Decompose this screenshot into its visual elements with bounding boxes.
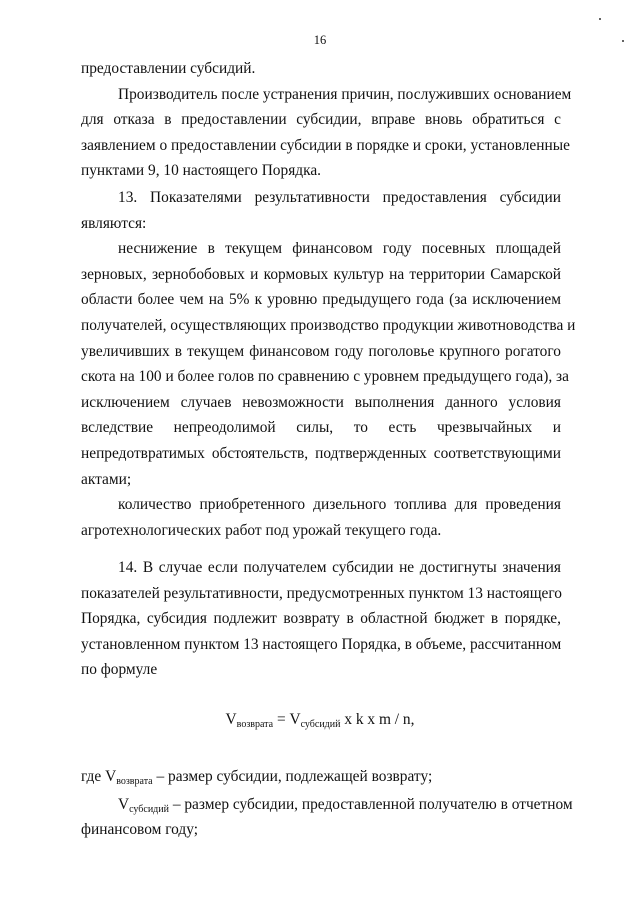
text-line: получателей, осуществляющих производство продукции животноводства и — [81, 316, 576, 334]
formula-variable: V — [225, 711, 237, 728]
text-line: скота на 100 и более голов по сравнению с уровнем предыдущего года), за — [81, 368, 569, 386]
formula-equals: = — [273, 711, 290, 728]
text-line: исключением случаев невозможности выполнения данного условия — [81, 393, 561, 411]
paragraph-item-13 — [81, 185, 576, 543]
text-line: финансовом году; — [81, 821, 198, 839]
page-number: 16 — [313, 33, 327, 47]
text-line: увеличивших в текущем финансовом году поголовье крупного рогатого — [81, 342, 561, 360]
text-line: по формуле — [81, 661, 158, 679]
text-line: 14. В случае если получателем субсидии не достигнуты значения — [118, 559, 561, 576]
formula-rest: x k x m / n, — [340, 711, 415, 728]
paragraph-item-14 — [81, 555, 561, 683]
text-line: актами; — [81, 470, 132, 488]
text-line: Производитель после устранения причин, послуживших основанием — [118, 85, 572, 103]
text-line: непредотвратимых обстоятельств, подтвержденных соответствующими — [81, 444, 561, 462]
text-line: области более чем на 5% к уровню предыдущего года (за исключением — [81, 291, 561, 309]
formula-subscript: субсидий — [300, 719, 341, 730]
definition-prefix: где — [81, 768, 106, 785]
text-line: пунктами 9, 10 настоящего Порядка. — [81, 162, 322, 180]
text-line: Порядка, субсидия подлежит возврату в областной бюджет в порядке, — [81, 610, 561, 628]
definition-v-return — [81, 764, 561, 790]
text-line: для отказа в предоставлении субсидии, вправе вновь обратиться с — [81, 111, 561, 129]
text-line: 13. Показателями результативности предоставления субсидии — [118, 189, 561, 206]
text-line: вследствие непреодолимой силы, то есть чрезвычайных и — [81, 419, 561, 437]
formula-subscript: субсидий — [129, 803, 169, 815]
text-line: заявлением о предоставлении субсидии в порядке и сроки, установленные — [81, 136, 570, 154]
text-line: количество приобретенного дизельного топлива для проведения — [118, 496, 561, 514]
text-line: показателей результативности, предусмотренных пунктом 13 настоящего — [81, 584, 563, 602]
text-line: зерновых, зернобобовых и кормовых культур на территории Самарской — [81, 265, 561, 283]
text-line: неснижение в текущем финансовом году посевных площадей — [118, 240, 561, 258]
text-line: агротехнологических работ под урожай текущего года. — [81, 521, 442, 539]
text-line: являются: — [81, 214, 147, 232]
definition-text: – размер субсидии, подлежащей возврату; — [152, 768, 433, 785]
paragraph-resubmission — [81, 56, 572, 184]
formula-variable: V — [289, 711, 301, 728]
formula-subscript: возврата — [236, 719, 274, 730]
text-line: установленном пунктом 13 настоящего Порядка, в объеме, рассчитанном — [81, 635, 562, 653]
definition-text: – размер субсидии, предоставленной получателю в отчетном — [168, 795, 573, 813]
formula-subscript: возврата — [116, 776, 153, 787]
definition-v-subsidy — [81, 792, 573, 818]
scan-speck — [599, 18, 601, 20]
formula-variable: V — [105, 768, 117, 785]
text-line: предоставлении субсидий. — [81, 60, 256, 77]
formula-variable: V — [118, 795, 130, 813]
return-formula — [0, 711, 640, 730]
formula-definitions — [81, 764, 573, 843]
